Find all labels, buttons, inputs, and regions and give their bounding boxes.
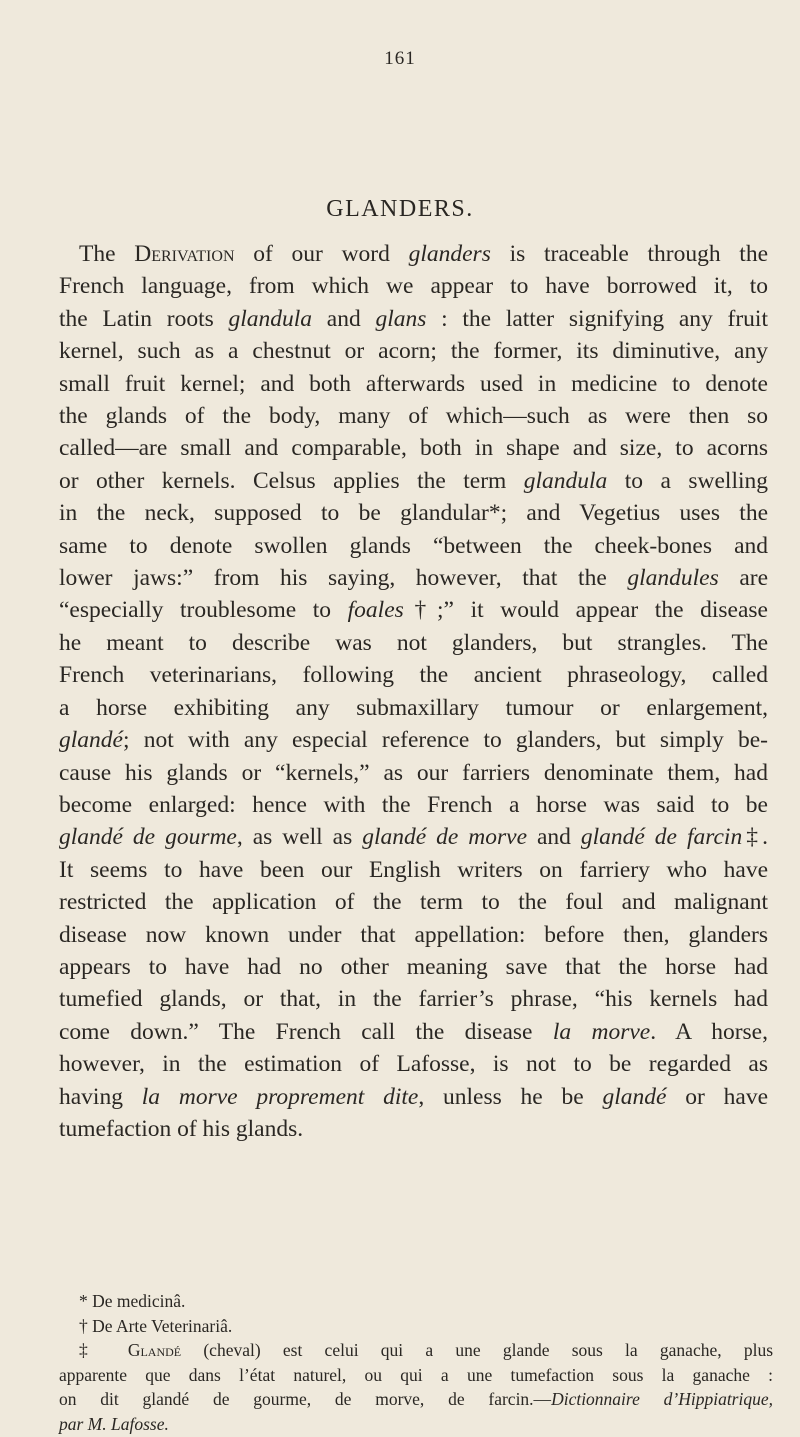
text-line: kernel, such as a chestnut or acorn; the former, its diminutive, any [59, 338, 768, 365]
text-line: in the neck, supposed to be glandular*; and Vegetius uses the [59, 500, 768, 527]
text-line: restricted the application of the term to the foul and malignant [59, 889, 768, 916]
text-line: glandé de gourme, as well as glandé de morve and glandé de farcin‡. [59, 824, 769, 851]
footnote-3-line-4: par M. Lafosse. [59, 1413, 169, 1434]
text-line: It seems to have been our English writers on farriery who have [59, 856, 768, 883]
text-line: come down.” The French call the disease la morve. A horse, [59, 1018, 768, 1045]
text-line: small fruit kernel; and both afterwards used in medicine to denote [59, 370, 768, 397]
text-line: a horse exhibiting any submaxillary tumour or enlargement, [59, 694, 768, 721]
text-line: The Derivation of our word glanders is traceable through the [79, 241, 769, 267]
text-line: he meant to describe was not glanders, but strangles. The [59, 629, 768, 656]
body-paragraph [59, 238, 768, 1145]
footnote-1: * De medicinâ. [79, 1291, 186, 1311]
text-line: French language, from which we appear to have borrowed it, to [59, 273, 768, 300]
footnote-3-line-3: on dit glandé de gourme, de morve, de farcin.—Dictionnaire d’Hippiatrique, [59, 1389, 773, 1410]
footnote-3-line-2: apparente que dans l’état naturel, ou qui a une tumefaction sous la ganache : [59, 1364, 773, 1385]
text-line: disease now known under that appellation: before then, glanders [59, 921, 768, 948]
text-line: glandé; not with any especial reference to glanders, but simply be- [59, 727, 768, 754]
page-number: 161 [384, 48, 416, 69]
footnotes [59, 1289, 773, 1437]
footnote-3: ‡ Glandé (cheval) est celui qui a une glande sous la ganache, plus [79, 1340, 773, 1361]
text-line: lower jaws:” from his saying, however, that the glandules are [59, 565, 769, 592]
text-line: tumefaction of his glands. [59, 1115, 304, 1142]
text-line: or other kernels. Celsus applies the term glandula to a swelling [59, 467, 769, 494]
text-line: having la morve proprement dite, unless he be glandé or have [59, 1083, 768, 1110]
text-line: become enlarged: hence with the French a horse was said to be [59, 791, 768, 818]
text-line: same to denote swollen glands “between the cheek-bones and [59, 532, 768, 559]
chapter-title: GLANDERS. [326, 196, 474, 222]
text-line: appears to have had no other meaning save that the horse had [59, 953, 768, 980]
text-line: “especially troublesome to foales†;” it would appear the disease [59, 597, 768, 624]
text-line: called—are small and comparable, both in shape and size, to acorns [59, 435, 768, 462]
text-line: the glands of the body, many of which—such as were then so [59, 403, 768, 430]
text-line: however, in the estimation of Lafosse, is not to be regarded as [59, 1051, 768, 1078]
text-line: French veterinarians, following the ancient phraseology, called [59, 662, 768, 689]
footnote-2: † De Arte Veterinariâ. [79, 1315, 233, 1336]
text-line: tumefied glands, or that, in the farrier’s phrase, “his kernels had [59, 986, 768, 1013]
text-line: the Latin roots glandula and glans : the latter signifying any fruit [59, 305, 768, 332]
text-line: cause his glands or “kernels,” as our farriers denominate them, had [59, 759, 768, 786]
